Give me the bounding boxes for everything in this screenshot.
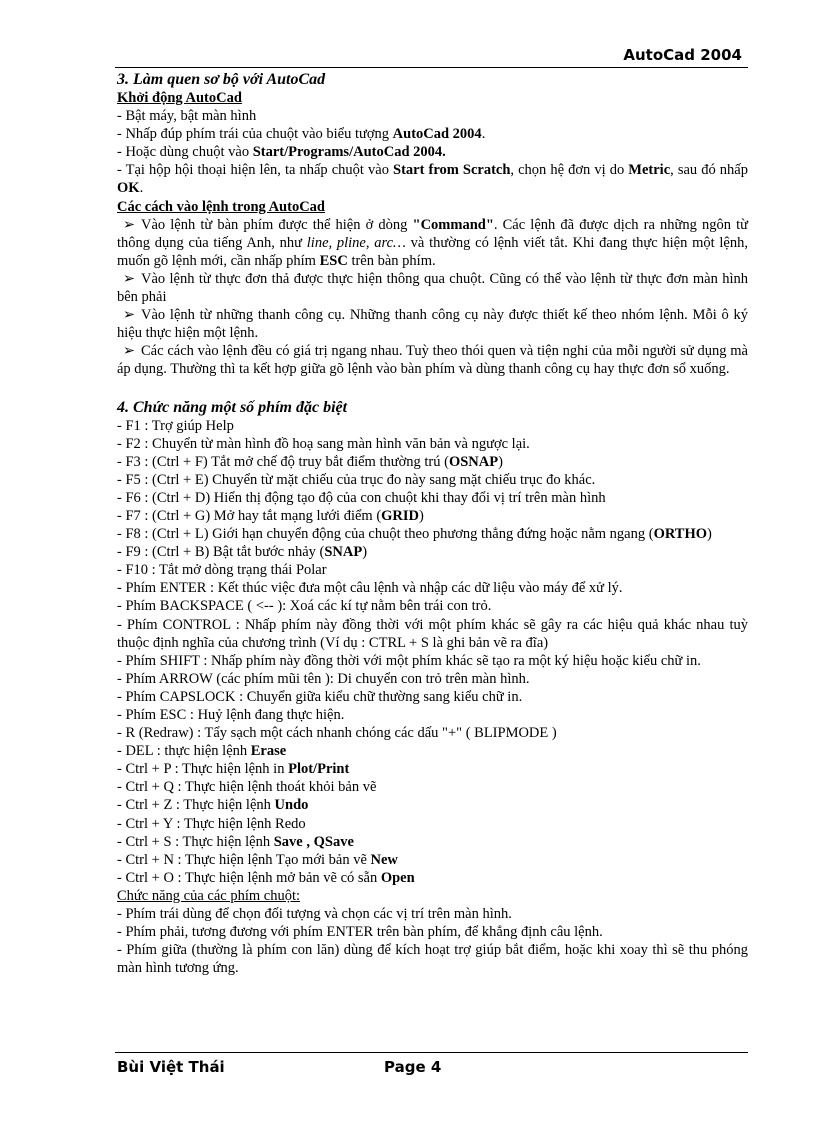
start-step-4: - Tại hộp hội thoại hiện lên, ta nhấp chuột vào Start from Scratch, chọn hệ đơn vị do Metric, sau đó nhấp OK.	[117, 162, 748, 197]
command-bullet-1: ➢ Vào lệnh từ bàn phím được thể hiện ở dòng "Command". Các lệnh đã được dịch ra những ngôn từ thông dụng của tiếng Anh, như line, pline, arc… và thường có lệnh viết tắt. Khi đang thực hiện một lệnh, muốn gõ lệnh mới, cần nhấp phím ESC trên bàn phím.	[117, 216, 748, 269]
bullet-arrow-icon: ➢	[122, 307, 136, 324]
key-f1: - F1 : Trợ giúp Help	[117, 417, 234, 434]
key-f5: - F5 : (Ctrl + E) Chuyển từ mặt chiếu của trục đo này sang mặt chiếu trục đo khác.	[117, 471, 596, 488]
footer-author: Bùi Việt Thái	[117, 1058, 225, 1076]
page-content	[117, 70, 748, 977]
key-ctrl-s: - Ctrl + S : Thực hiện lệnh Save , QSave	[117, 833, 354, 850]
key-ctrl-p: - Ctrl + P : Thực hiện lệnh in Plot/Print	[117, 761, 350, 778]
section-3-title: 3. Làm quen sơ bộ với AutoCad	[117, 71, 326, 88]
key-ctrl-z: - Ctrl + Z : Thực hiện lệnh Undo	[117, 797, 309, 814]
key-ctrl-o: - Ctrl + O : Thực hiện lệnh mở bản vẽ có sẵn Open	[117, 869, 415, 886]
header-title: AutoCad 2004	[623, 46, 742, 64]
start-step-1: - Bật máy, bật màn hình	[117, 108, 257, 125]
key-ctrl-n: - Ctrl + N : Thực hiện lệnh Tạo mới bản vẽ New	[117, 851, 398, 868]
mouse-middle: - Phím giữa (thường là phím con lăn) dùng để kích hoạt trợ giúp bắt điểm, hoặc khi xoay thì sẽ thu phóng màn hình tương ứng.	[117, 942, 748, 977]
key-ctrl-y: - Ctrl + Y : Thực hiện lệnh Redo	[117, 815, 306, 832]
mouse-heading: Chức năng của các phím chuột:	[117, 887, 301, 904]
mouse-right: - Phím phải, tương đương với phím ENTER trên bàn phím, để khẳng định câu lệnh.	[117, 924, 603, 941]
key-shift: - Phím SHIFT : Nhấp phím này đồng thời với một phím khác sẽ tạo ra một ký hiệu hoặc kiểu chữ in.	[117, 652, 701, 669]
key-ctrl-q: - Ctrl + Q : Thực hiện lệnh thoát khỏi bản vẽ	[117, 779, 377, 796]
key-f7: - F7 : (Ctrl + G) Mở hay tắt mạng lưới điểm (GRID)	[117, 507, 424, 524]
section-4-title: 4. Chức năng một số phím đặc biệt	[117, 398, 348, 416]
key-f6: - F6 : (Ctrl + D) Hiển thị động tạo độ của con chuột khi thay đổi vị trí trên màn hình	[117, 489, 606, 506]
bullet-arrow-icon: ➢	[122, 216, 136, 233]
page-number: Page 4	[384, 1058, 442, 1076]
header-rule	[115, 67, 748, 68]
key-esc: - Phím ESC : Huỷ lệnh đang thực hiện.	[117, 707, 345, 723]
key-del: - DEL : thực hiện lệnh Erase	[117, 743, 287, 760]
mouse-left: - Phím trái dùng để chọn đối tượng và chọn các vị trí trên màn hình.	[117, 906, 512, 923]
key-f10: - F10 : Tắt mở dòng trạng thái Polar	[117, 562, 327, 579]
key-capslock: - Phím CAPSLOCK : Chuyển giữa kiểu chữ thường sang kiểu chữ in.	[117, 688, 523, 705]
start-heading: Khởi động AutoCad	[117, 90, 242, 106]
key-f8: - F8 : (Ctrl + L) Giới hạn chuyển động của chuột theo phương thẳng đứng hoặc nằm ngang (ORTHO)	[117, 526, 712, 543]
key-f2: - F2 : Chuyển từ màn hình đồ hoạ sang màn hình văn bản và ngược lại.	[117, 435, 530, 452]
key-backspace: - Phím BACKSPACE ( <-- ): Xoá các kí tự nằm bên trái con trỏ.	[117, 598, 492, 615]
command-bullet-3: ➢ Vào lệnh từ những thanh công cụ. Những thanh công cụ này được thiết kế theo nhóm lệnh. Mỗi ô ký hiệu thực hiện một lệnh.	[117, 307, 748, 342]
key-f9: - F9 : (Ctrl + B) Bật tắt bước nhảy (SNAP)	[117, 544, 368, 561]
key-control: - Phím CONTROL : Nhấp phím này đồng thời với một phím khác sẽ gây ra các hiệu quả khác nhau tuỳ thuộc định nghĩa của chương trình (Ví dụ : CTRL + S là ghi bản vẽ ra đĩa)	[117, 616, 748, 651]
bullet-arrow-icon: ➢	[122, 343, 136, 360]
key-redraw: - R (Redraw) : Tẩy sạch một cách nhanh chóng các dấu "+" ( BLIPMODE )	[117, 725, 557, 742]
bullet-arrow-icon: ➢	[122, 270, 136, 287]
command-bullet-2: ➢ Vào lệnh từ thực đơn thả được thực hiện thông qua chuột. Cũng có thể vào lệnh từ thực đơn màn hình bên phải	[117, 270, 748, 306]
start-step-3: - Hoặc dùng chuột vào Start/Programs/AutoCad 2004.	[117, 144, 446, 161]
key-f3: - F3 : (Ctrl + F) Tắt mở chế độ truy bắt điểm thường trú (OSNAP)	[117, 453, 503, 470]
command-bullet-4: ➢ Các cách vào lệnh đều có giá trị ngang nhau. Tuỳ theo thói quen và tiện nghi của mỗi người sử dụng mà áp dụng. Thường thì ta kết hợp giữa gõ lệnh vào bàn phím và dùng thanh công cụ hay thực đơn sổ xuống.	[117, 343, 748, 378]
key-arrow: - Phím ARROW (các phím mũi tên ): Di chuyển con trỏ trên màn hình.	[117, 670, 530, 687]
footer-rule	[115, 1052, 748, 1053]
key-enter: - Phím ENTER : Kết thúc việc đưa một câu lệnh và nhập các dữ liệu vào máy để xử lý.	[117, 580, 623, 597]
command-heading: Các cách vào lệnh trong AutoCad	[117, 198, 325, 215]
start-step-2: - Nhấp đúp phím trái của chuột vào biểu tượng AutoCad 2004.	[117, 126, 486, 143]
